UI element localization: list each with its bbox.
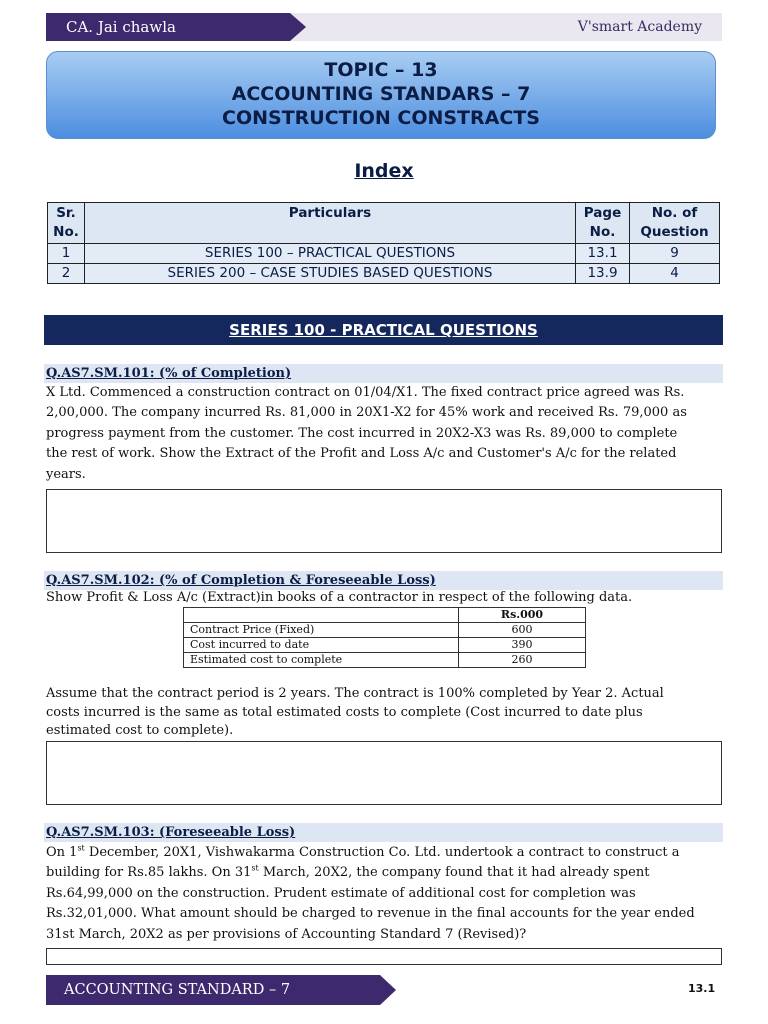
answer-box-102[interactable] bbox=[46, 741, 722, 805]
text-line bbox=[46, 843, 722, 863]
text-line: years. bbox=[46, 466, 86, 482]
index-header-row bbox=[48, 203, 720, 244]
series-heading-bar bbox=[44, 315, 723, 345]
table-row bbox=[184, 623, 586, 638]
question-intro-102: Show Profit & Loss A/c (Extract)in books of a contractor in respect of the following data. bbox=[46, 590, 633, 605]
table-row bbox=[184, 638, 586, 653]
row-page: 13.9 bbox=[576, 264, 630, 284]
page-header bbox=[46, 13, 722, 41]
data-value: 260 bbox=[459, 653, 586, 668]
row-particulars: SERIES 100 – PRACTICAL QUESTIONS bbox=[85, 244, 576, 264]
author-name: CA. Jai chawla bbox=[46, 13, 290, 41]
row-page: 13.1 bbox=[576, 244, 630, 264]
question-heading-102 bbox=[44, 571, 723, 590]
question-body-103 bbox=[46, 843, 722, 945]
data-label: Cost incurred to date bbox=[184, 638, 459, 653]
question-body-101 bbox=[46, 383, 722, 485]
text-line: X Ltd. Commenced a construction contract on 01/04/X1. The fixed contract price agreed was Rs. bbox=[46, 385, 685, 400]
row-particulars: SERIES 200 – CASE STUDIES BASED QUESTIONS bbox=[85, 264, 576, 284]
col-page-no bbox=[576, 203, 630, 244]
text-line: Rs.64,99,000 on the construction. Prudent estimate of additional cost for completion was bbox=[46, 885, 636, 901]
col-particulars: Particulars bbox=[85, 203, 576, 244]
col-sr-no bbox=[48, 203, 85, 244]
col-page-line1: Page bbox=[583, 205, 622, 221]
data-value: 600 bbox=[459, 623, 586, 638]
text-line: progress payment from the customer. The cost incurred in 20X2-X3 was Rs. 89,000 to complete bbox=[46, 425, 678, 441]
question-heading-text: Q.AS7.SM.102: (% of Completion & Foreseeable Loss) bbox=[46, 573, 436, 588]
row-count: 4 bbox=[630, 264, 720, 284]
page-number: 13.1 bbox=[688, 982, 716, 995]
col-question-count bbox=[630, 203, 720, 244]
contract-data-table bbox=[183, 607, 586, 668]
header-arrow-shape bbox=[290, 13, 306, 41]
text-line: estimated cost to complete). bbox=[46, 723, 234, 738]
ordinal-suffix: st bbox=[77, 843, 85, 853]
footer-label: ACCOUNTING STANDARD – 7 bbox=[46, 975, 380, 1005]
text-run: On 1 bbox=[46, 845, 78, 860]
topic-number: TOPIC – 13 bbox=[324, 59, 438, 81]
question-heading-text: Q.AS7.SM.103: (Foreseeable Loss) bbox=[46, 825, 296, 840]
col-count-line1: No. of bbox=[651, 205, 698, 221]
col-count-line2: Question bbox=[640, 224, 709, 240]
index-table bbox=[47, 202, 720, 284]
data-header-row bbox=[184, 608, 586, 623]
text-line: the rest of work. Show the Extract of the Profit and Loss A/c and Customer's A/c for the related bbox=[46, 446, 677, 462]
data-header-blank bbox=[184, 608, 459, 623]
text-line: costs incurred is the same as total estimated costs to complete (Cost incurred to date plus bbox=[46, 704, 643, 720]
text-line: Rs.32,01,000. What amount should be charged to revenue in the final accounts for the year ended bbox=[46, 906, 695, 922]
footer-arrow-shape bbox=[380, 975, 396, 1005]
table-row bbox=[184, 653, 586, 668]
row-count: 9 bbox=[630, 244, 720, 264]
data-label: Contract Price (Fixed) bbox=[184, 623, 459, 638]
topic-name: CONSTRUCTION CONSTRACTS bbox=[222, 107, 540, 129]
col-sr-line2: No. bbox=[53, 224, 79, 240]
text-line: 31st March, 20X2 as per provisions of Accounting Standard 7 (Revised)? bbox=[46, 926, 527, 942]
text-line bbox=[46, 863, 722, 883]
answer-box-101[interactable] bbox=[46, 489, 722, 553]
data-value: 390 bbox=[459, 638, 586, 653]
text-run: building for Rs.85 lakhs. On 31 bbox=[46, 865, 252, 881]
text-run: December, 20X1, Vishwakarma Construction Co. Ltd. undertook a contract to construct a bbox=[84, 845, 680, 860]
index-heading: Index bbox=[354, 160, 414, 182]
row-sr: 2 bbox=[48, 264, 85, 284]
question-heading-text: Q.AS7.SM.101: (% of Completion) bbox=[46, 366, 292, 381]
data-label: Estimated cost to complete bbox=[184, 653, 459, 668]
data-header-unit: Rs.000 bbox=[459, 608, 586, 623]
question-heading-101 bbox=[44, 364, 723, 383]
text-line: 2,00,000. The company incurred Rs. 81,000 in 20X1-X2 for 45% work and received Rs. 79,000 as bbox=[46, 405, 687, 421]
series-heading: SERIES 100 - PRACTICAL QUESTIONS bbox=[229, 321, 538, 339]
ordinal-suffix: st bbox=[251, 864, 259, 874]
col-sr-line1: Sr. bbox=[56, 205, 76, 221]
topic-title-box bbox=[46, 51, 716, 139]
text-run: March, 20X2, the company found that it had already spent bbox=[258, 865, 650, 881]
row-sr: 1 bbox=[48, 244, 85, 264]
table-row bbox=[48, 244, 720, 264]
question-heading-103 bbox=[44, 823, 723, 842]
answer-box-103[interactable] bbox=[46, 948, 722, 965]
text-line: Assume that the contract period is 2 years. The contract is 100% completed by Year 2. Actual bbox=[46, 686, 664, 701]
academy-name: V'smart Academy bbox=[577, 19, 702, 35]
col-page-line2: No. bbox=[589, 224, 616, 240]
topic-subject: ACCOUNTING STANDARS – 7 bbox=[231, 83, 531, 105]
question-body-102 bbox=[46, 685, 722, 741]
table-row bbox=[48, 264, 720, 284]
